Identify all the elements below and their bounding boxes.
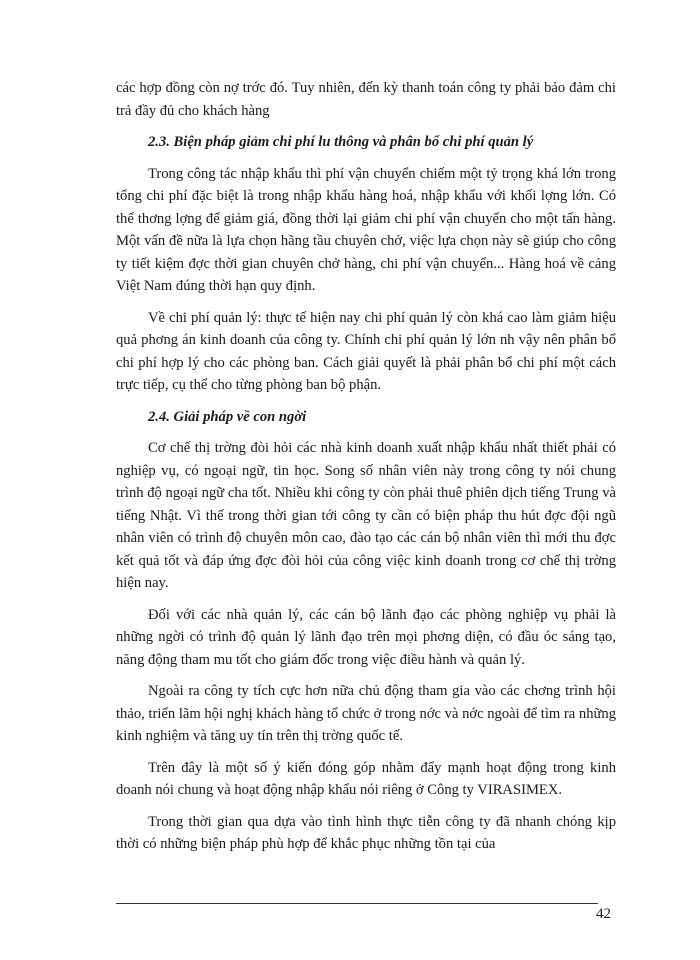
paragraph-managers: Đối với các nhà quản lý, các cán bộ lãnh đạo các phòng nghiệp vụ phải là những ngời có trình độ quản lý lãnh đạo trên mọi phơng diện, có đầu óc sáng tạo, năng động tham mu tốt cho giám đốc trong việc điều hành và quản lý.: [116, 606, 616, 668]
page-number: 42: [596, 906, 611, 922]
page-body: [116, 77, 616, 856]
section-heading-2-4: 2.4. Giải pháp về con ngời: [148, 408, 307, 425]
footer-rule: [116, 903, 598, 904]
paragraph-contributions: Trên đây là một số ý kiến đóng góp nhằm đẩy mạnh hoạt động trong kinh doanh nói chung và hoạt động nhập khẩu nói riêng ở Công ty VIRASIMEX.: [116, 759, 616, 798]
paragraph-conferences: Ngoài ra công ty tích cực hơn nữa chủ động tham gia vào các chơng trình hội thảo, triển lãm hội nghị khách hàng tổ chức ở trong nớc và nớc ngoài để tìm ra những kinh nghiệm và tăng uy tín trên thị trờng quốc tế.: [116, 683, 616, 744]
paragraph-market-mechanism: Cơ chế thị trờng đòi hỏi các nhà kinh doanh xuất nhập khẩu nhất thiết phải có nghiệp vụ, có ngoại ngữ, tin học. Song số nhân viên này trong công ty nói chung trình độ ngoại ngữ cha tốt. Nhiều khi công ty còn phải thuê phiên dịch tiếng Trung và tiếng Nhật. Vì thế trong thời gian tới công ty cần có biện pháp thu hút đợc đội ngũ nhân viên có trình độ chuyên môn cao, đào tạo các cán bộ nhân viên thì mới thu đợc kết quả tốt và đáp ứng đợc đòi hỏi của công việc kinh doanh trong cơ chế thị trờng hiện nay.: [116, 440, 616, 591]
paragraph-conclusion: Trong thời gian qua dựa vào tình hình thực tiễn công ty đã nhanh chóng kịp thời có những biện pháp phù hợp để khắc phục những tồn tại của: [116, 813, 616, 852]
paragraph-continuation: các hợp đồng còn nợ trớc đó. Tuy nhiên, đến kỳ thanh toán công ty phải bảo đảm chi trả đầy đủ cho khách hàng: [116, 80, 616, 119]
paragraph-management-cost: Về chi phí quản lý: thực tế hiện nay chi phí quản lý còn khá cao làm giảm hiệu quả phơng án kinh doanh của công ty. Chính chi phí quản lý lớn nh vậy nên phân bổ chi phí hợp lý cho các phòng ban. Cách giải quyết là phải phân bổ chi phí một cách trực tiếp, cụ thể cho từng phòng ban bộ phận.: [116, 309, 616, 393]
section-heading-2-3: 2.3. Biện pháp giảm chi phí lu thông và phân bổ chi phí quản lý: [148, 134, 534, 150]
paragraph-transport-cost: Trong công tác nhập khẩu thì phí vận chuyển chiếm một tỷ trọng khá lớn trong tổng chi phí đặc biệt là trong nhập khẩu hàng hoá, nhập khẩu với khối lợng lớn. Có thể thơng lợng để giảm giá, đồng thời lại giảm chi phí vận chuyển cho một tấn hàng. Một vấn đề nữa là lựa chọn hãng tầu chuyên chở, việc lựa chọn này sẽ giúp cho công ty tiết kiệm đợc thời gian chuyên chở hàng, chi phí vận chuyển... Hàng hoá về cảng Việt Nam đúng thời hạn quy định.: [116, 165, 616, 294]
